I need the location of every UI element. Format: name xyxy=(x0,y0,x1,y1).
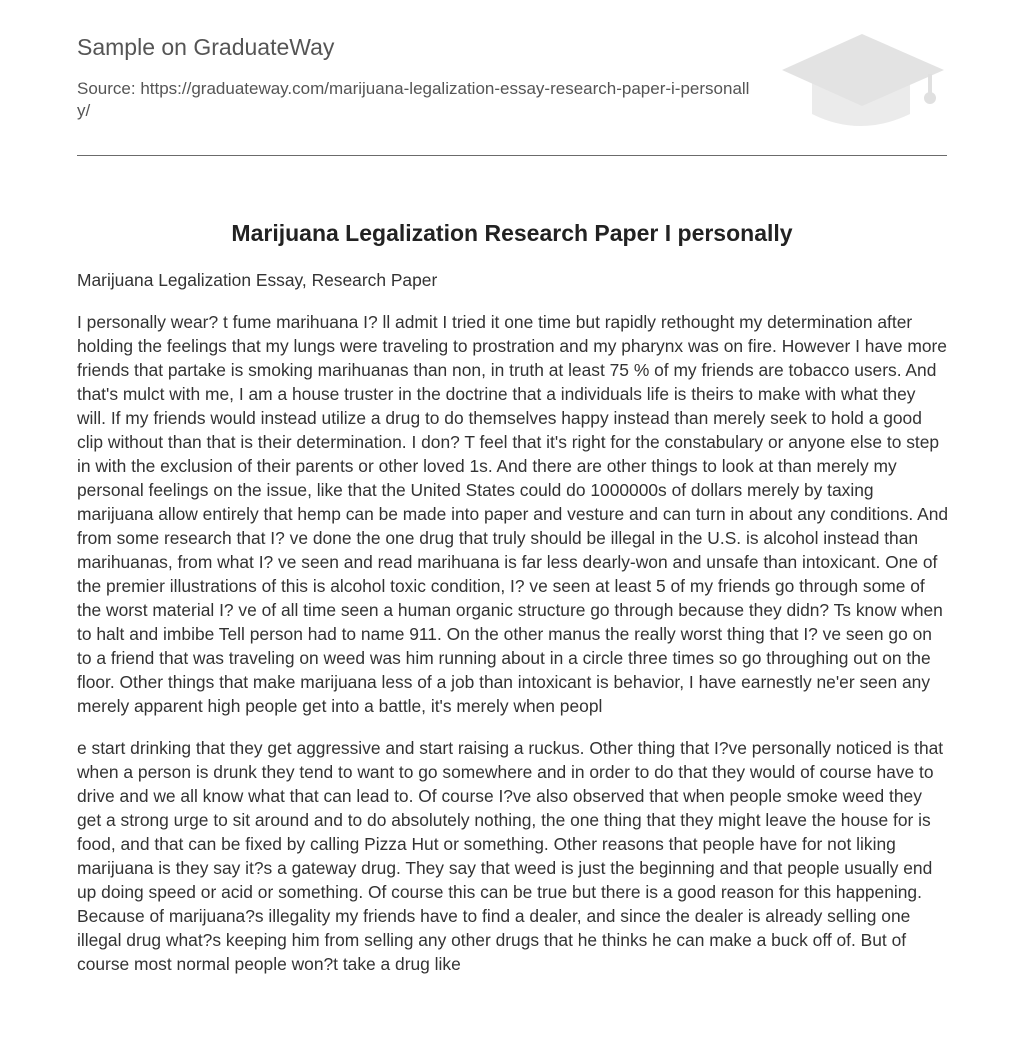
graduation-cap-icon xyxy=(780,26,950,136)
source-label: Source: xyxy=(77,79,141,98)
source-link[interactable]: https://graduateway.com/marijuana-legalization-essay-research-paper-i-personally/ xyxy=(77,79,750,120)
header-divider xyxy=(77,155,947,156)
body-paragraph: e start drinking that they get aggressive and start raising a ruckus. Other thing that I?ve personally noticed is that when a person is drunk they tend to want to go somewhere and in order to do that they would of course have to drive and we all know what that can lead to. Of course I?ve also observed that when people smoke weed they get a strong urge to sit around and to do absolutely nothing, the one thing that they might leave the house for is food, and that can be fixed by calling Pizza Hut or something. Other reasons that people have for not liking marijuana is they say it?s a gateway drug. They say that weed is just the beginning and that people usually end up doing speed or acid or something. Of course this can be true but there is a good reason for this happening. Because of marijuana?s illegality my friends have to find a dealer, and since the dealer is already selling one illegal drug what?s keeping him from selling any other drugs that he thinks he can make a buck off of. But of course most normal people won?t take a drug like xyxy=(77,738,944,974)
document-title: Marijuana Legalization Research Paper I personally xyxy=(231,220,793,247)
site-title: Sample on GraduateWay xyxy=(77,34,335,60)
body-paragraph: I personally wear? t fume marihuana I? ll admit I tried it one time but rapidly rethought my determination after holding the feelings that my lungs were traveling to prostration and my pharynx was on fire. However I have more friends that partake is smoking marihuanas than non, in truth at least 75 % of my friends are tobacco users. And that's mulct with me, I am a house truster in the doctrine that a individuals life is theirs to make with what they will. If my friends would instead utilize a drug to do themselves happy instead than merely seek to hold a good clip without than that is their determination. I don? T feel that it's right for the constabulary or anyone else to step in with the exclusion of their parents or other loved 1s. And there are other things to look at than merely my personal feelings on the issue, like that the United States could do 1000000s of dollars merely by taxing marijuana allow entirely that hemp can be made into paper and vesture and can turn in about any conditions. And from some research that I? ve done the one drug that truly should be illegal in the U.S. is alcohol instead than marihuanas, from what I? ve seen and read marihuana is far less dearly-won and unsafe than intoxicant. One of the premier illustrations of this is alcohol toxic condition, I? ve seen at least 5 of my friends go through some of the worst material I? ve of all time seen a human organic structure go through because they didn? Ts know when to halt and imbibe Tell person had to name 911. On the other manus the really worst thing that I? ve seen go on to a friend that was traveling on weed was him running about in a circle three times so go throughing out on the floor. Other things that make marijuana less of a job than intoxicant is behavior, I have earnestly ne'er seen any merely apparent high people get into a battle, it's merely when peopl xyxy=(77,312,949,716)
source-line xyxy=(77,78,757,122)
subtitle-paragraph: Marijuana Legalization Essay, Research Paper xyxy=(77,270,438,290)
page-header xyxy=(77,0,947,156)
document-body xyxy=(77,268,949,994)
